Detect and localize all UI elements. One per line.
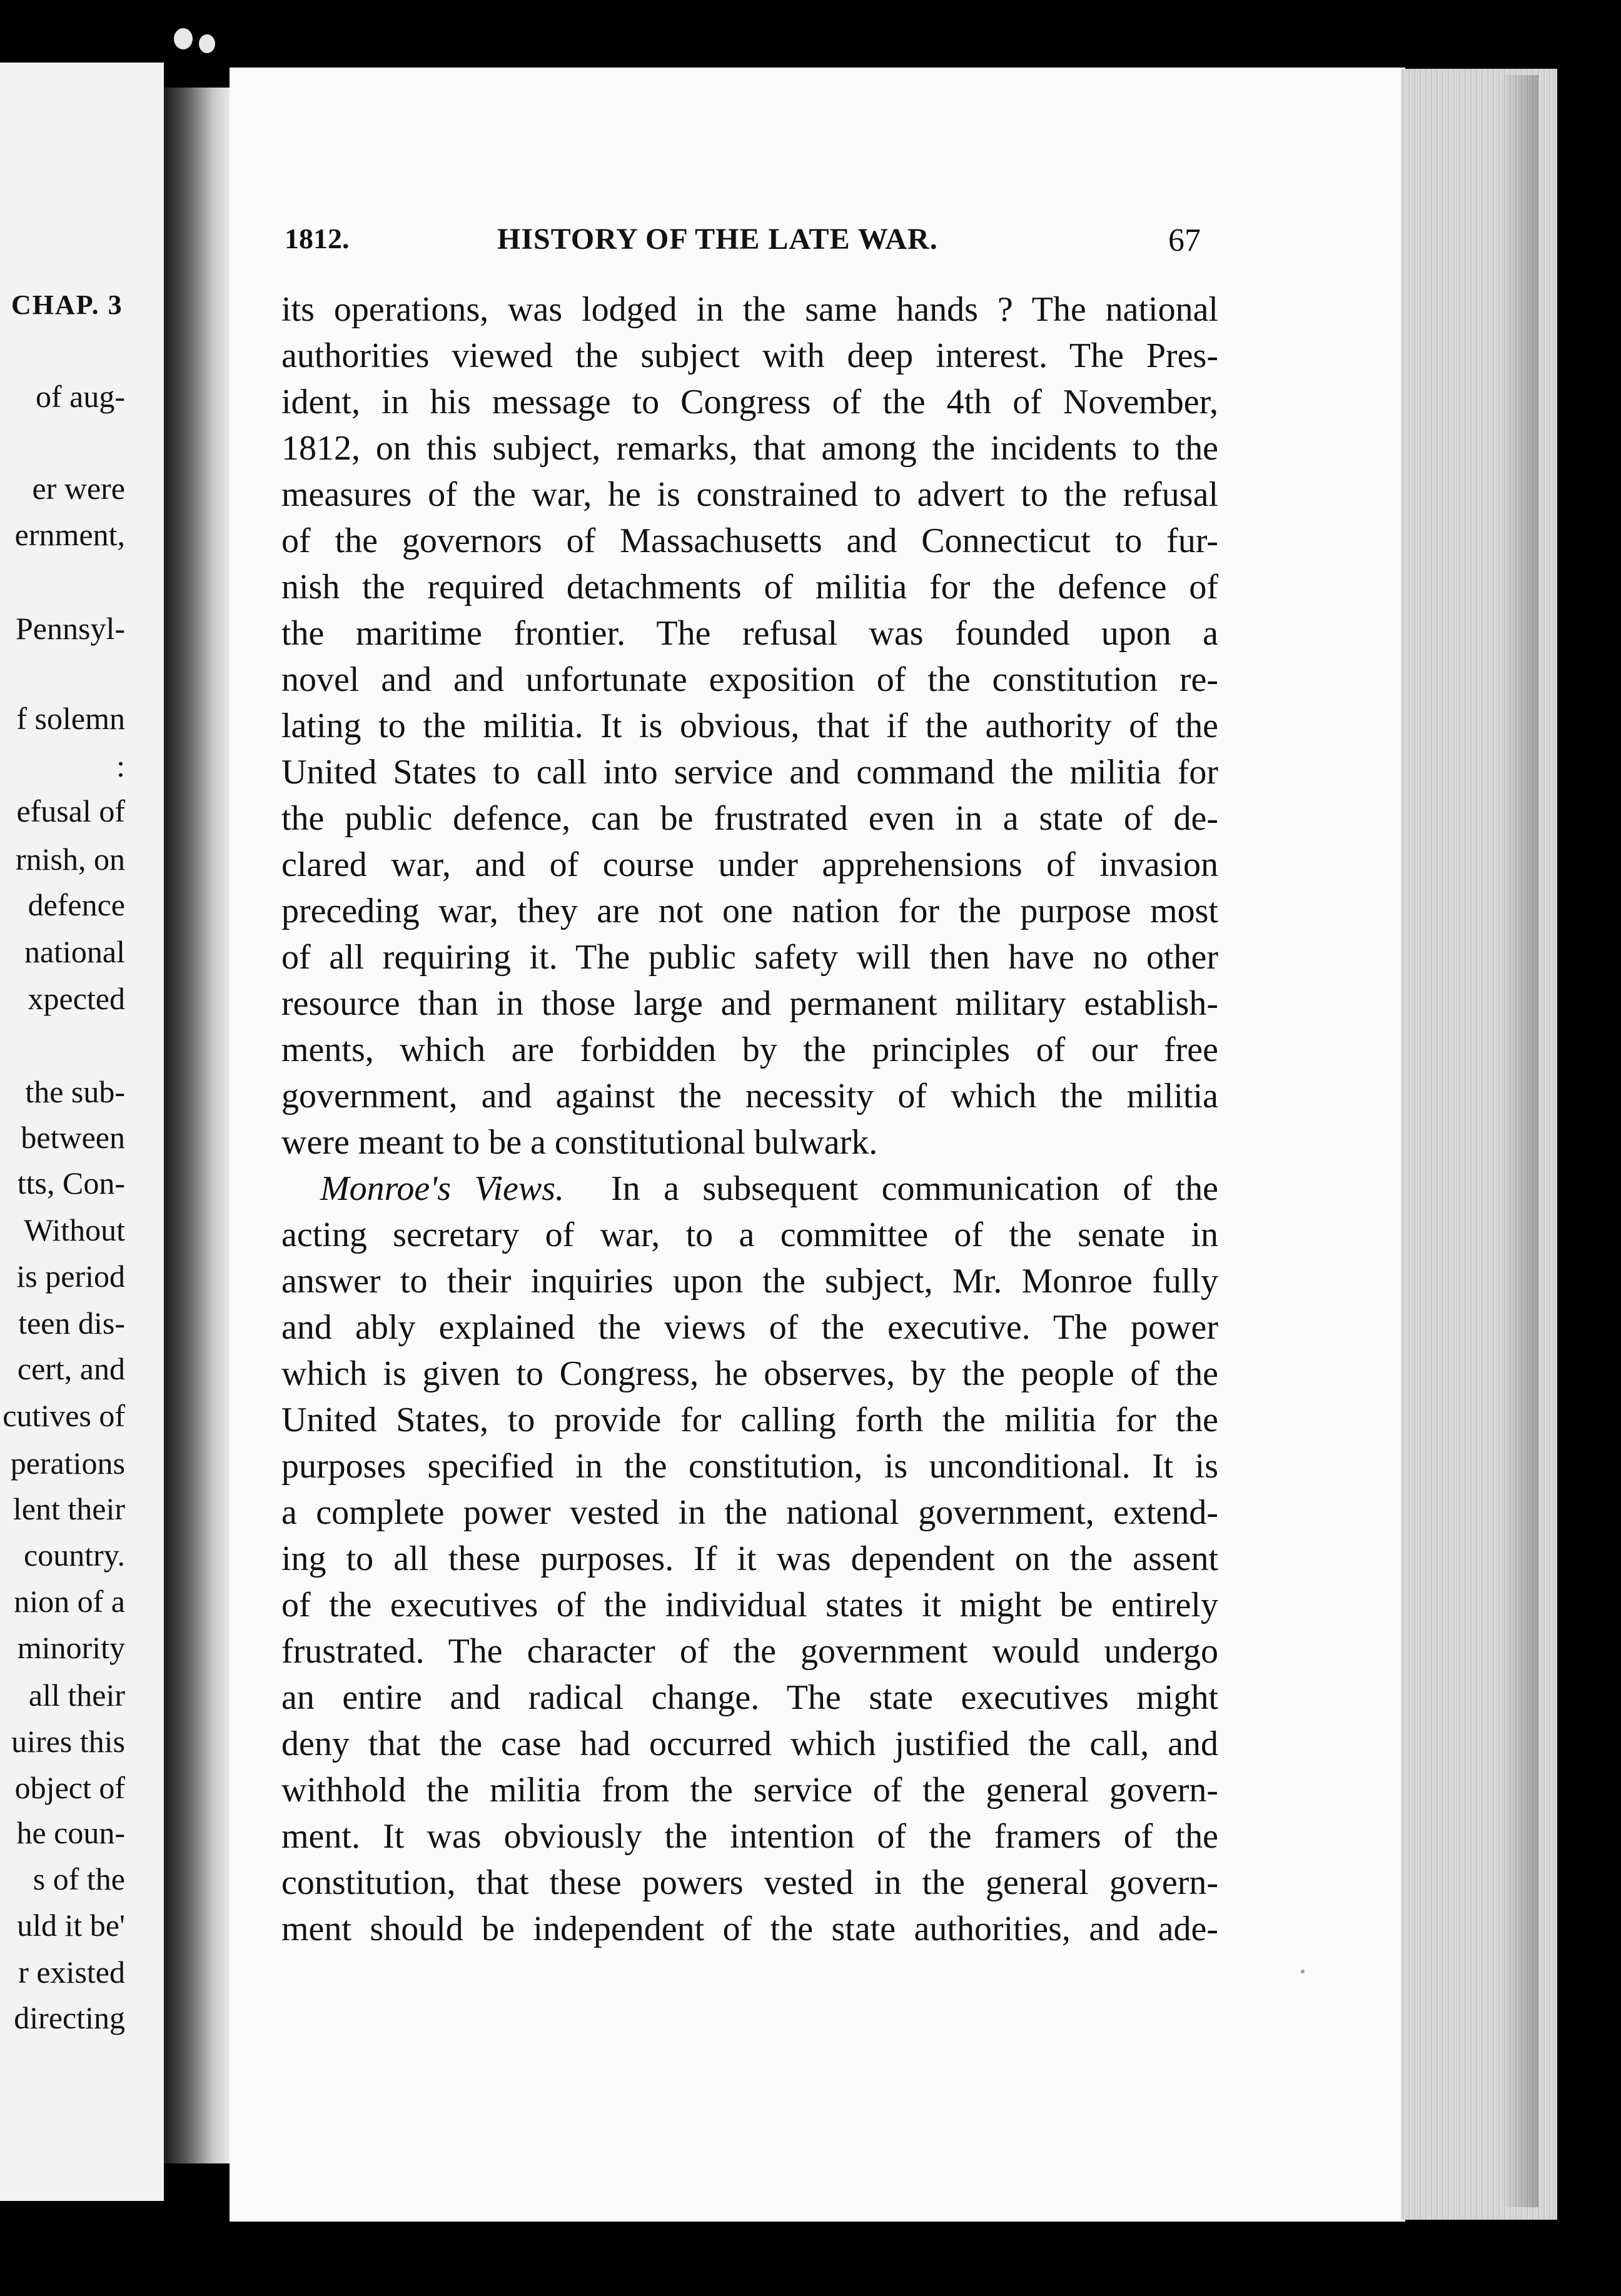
text-line: purposes specified in the constitution, is unconditional. It is	[281, 1447, 1218, 1486]
text-line: authorities viewed the subject with deep interest. The Pres-	[281, 336, 1218, 375]
text-line: lating to the militia. It is obvious, that if the authority of the	[281, 707, 1218, 745]
left-page-line: minority	[17, 1630, 125, 1665]
paragraph-2-opening: In a subsequent communication of the	[610, 1169, 1219, 1208]
text-line: measures of the war, he is constrained to advert to the refusal	[281, 475, 1218, 514]
left-page-line: uld it be'	[17, 1908, 125, 1943]
text-line: ment. It was obviously the intention of the framers of the	[281, 1817, 1218, 1856]
text-line: of all requiring it. The public safety will then have no other	[281, 938, 1218, 977]
text-line: a complete power vested in the national government, extend-	[281, 1493, 1218, 1532]
left-page-line: defence	[28, 887, 125, 922]
text-line: 1812, on this subject, remarks, that among the incidents to the	[281, 429, 1218, 468]
left-chapter-header: CHAP. 3	[11, 290, 123, 320]
text-line: withhold the militia from the service of the general govern-	[281, 1771, 1218, 1810]
left-page-line: tts, Con-	[17, 1166, 125, 1201]
left-page-line: efusal of	[16, 793, 125, 828]
left-page-line: er were	[32, 471, 125, 506]
left-facing-page	[0, 63, 164, 2201]
left-page-line: perations	[10, 1446, 125, 1481]
text-line: resource than in those large and permanent military establish-	[281, 984, 1218, 1023]
scan-speck	[174, 28, 193, 49]
left-page-line: f solemn	[16, 701, 125, 736]
text-line: answer to their inquiries upon the subject, Mr. Monroe fully	[281, 1262, 1218, 1301]
text-line: its operations, was lodged in the same hands ? The national	[281, 290, 1218, 329]
paragraph-2	[281, 1212, 1218, 1952]
running-head-title: HISTORY OF THE LATE WAR.	[497, 223, 938, 256]
left-page-line: directing	[14, 2000, 125, 2035]
page-edge-shadow	[1501, 75, 1538, 2207]
text-line: the maritime frontier. The refusal was founded upon a	[281, 614, 1218, 653]
body-text	[281, 286, 1218, 1952]
text-line: which is given to Congress, he observes, by the people of the	[281, 1354, 1218, 1393]
text-line: the public defence, can be frustrated even in a state of de-	[281, 799, 1218, 838]
text-line: of the governors of Massachusetts and Connecticut to fur-	[281, 521, 1218, 560]
scan-speck	[1301, 1970, 1305, 1973]
left-page-line: :	[116, 748, 125, 783]
text-line: constitution, that these powers vested in the general govern-	[281, 1863, 1218, 1902]
left-page-line: rnish, on	[16, 842, 125, 877]
left-page-line: s of the	[33, 1861, 125, 1896]
text-line: clared war, and of course under apprehensions of invasion	[281, 845, 1218, 884]
left-page-line: national	[24, 934, 125, 969]
text-line: ing to all these purposes. If it was dependent on the assent	[281, 1539, 1218, 1578]
left-page-line: xpected	[28, 981, 125, 1016]
left-page-line: Pennsyl-	[16, 611, 125, 646]
page-number: 67	[1168, 223, 1201, 258]
running-head-year: 1812.	[285, 223, 350, 254]
text-line: preceding war, they are not one nation for the purpose most	[281, 892, 1218, 930]
text-line: government, and against the necessity of which the militia	[281, 1077, 1218, 1115]
left-page-line: ernment,	[14, 517, 125, 552]
left-page-line: he coun-	[16, 1815, 125, 1850]
text-line: novel and and unfortunate exposition of the constitution re-	[281, 660, 1218, 699]
left-page-line: the sub-	[25, 1074, 125, 1109]
left-page-line: object of	[14, 1770, 125, 1805]
book-gutter-shadow	[164, 88, 230, 2163]
scan-speck	[199, 34, 215, 53]
paragraph-heading: Monroe's Views.	[320, 1169, 565, 1208]
text-line: United States, to provide for calling forth the militia for the	[281, 1401, 1218, 1439]
paragraph-2-first-line	[281, 1166, 1218, 1212]
left-page-line: teen dis-	[18, 1306, 125, 1341]
text-line: of the executives of the individual states it might be entirely	[281, 1586, 1218, 1624]
left-page-line: nion of a	[14, 1584, 125, 1619]
text-line: were meant to be a constitutional bulwark.	[281, 1123, 878, 1162]
text-line: deny that the case had occurred which justified the call, and	[281, 1725, 1218, 1763]
text-line: frustrated. The character of the government would undergo	[281, 1632, 1218, 1671]
paragraph-1	[281, 286, 1218, 1166]
text-line: and ably explained the views of the executive. The power	[281, 1308, 1218, 1347]
left-page-line: cutives of	[3, 1398, 125, 1433]
left-page-line: r existed	[18, 1955, 125, 1990]
left-page-line: of aug-	[36, 379, 125, 414]
text-line: ments, which are forbidden by the principles of our free	[281, 1030, 1218, 1069]
text-line: ment should be independent of the state authorities, and ade-	[281, 1910, 1218, 1948]
text-line: an entire and radical change. The state executives might	[281, 1678, 1218, 1717]
left-page-line: country.	[24, 1538, 125, 1573]
left-page-line: between	[21, 1120, 125, 1155]
text-line: United States to call into service and command the militia for	[281, 753, 1218, 792]
left-page-line: uires this	[11, 1724, 125, 1759]
text-line: nish the required detachments of militia for the defence of	[281, 568, 1218, 607]
left-page-line: Without	[24, 1212, 125, 1247]
text-line: acting secretary of war, to a committee of the senate in	[281, 1216, 1218, 1254]
left-page-line: is period	[16, 1259, 125, 1294]
left-page-line: lent their	[13, 1491, 125, 1526]
text-line: ident, in his message to Congress of the 4th of November,	[281, 383, 1218, 421]
left-page-line: all their	[28, 1678, 125, 1713]
left-page-line: cert, and	[17, 1351, 125, 1386]
